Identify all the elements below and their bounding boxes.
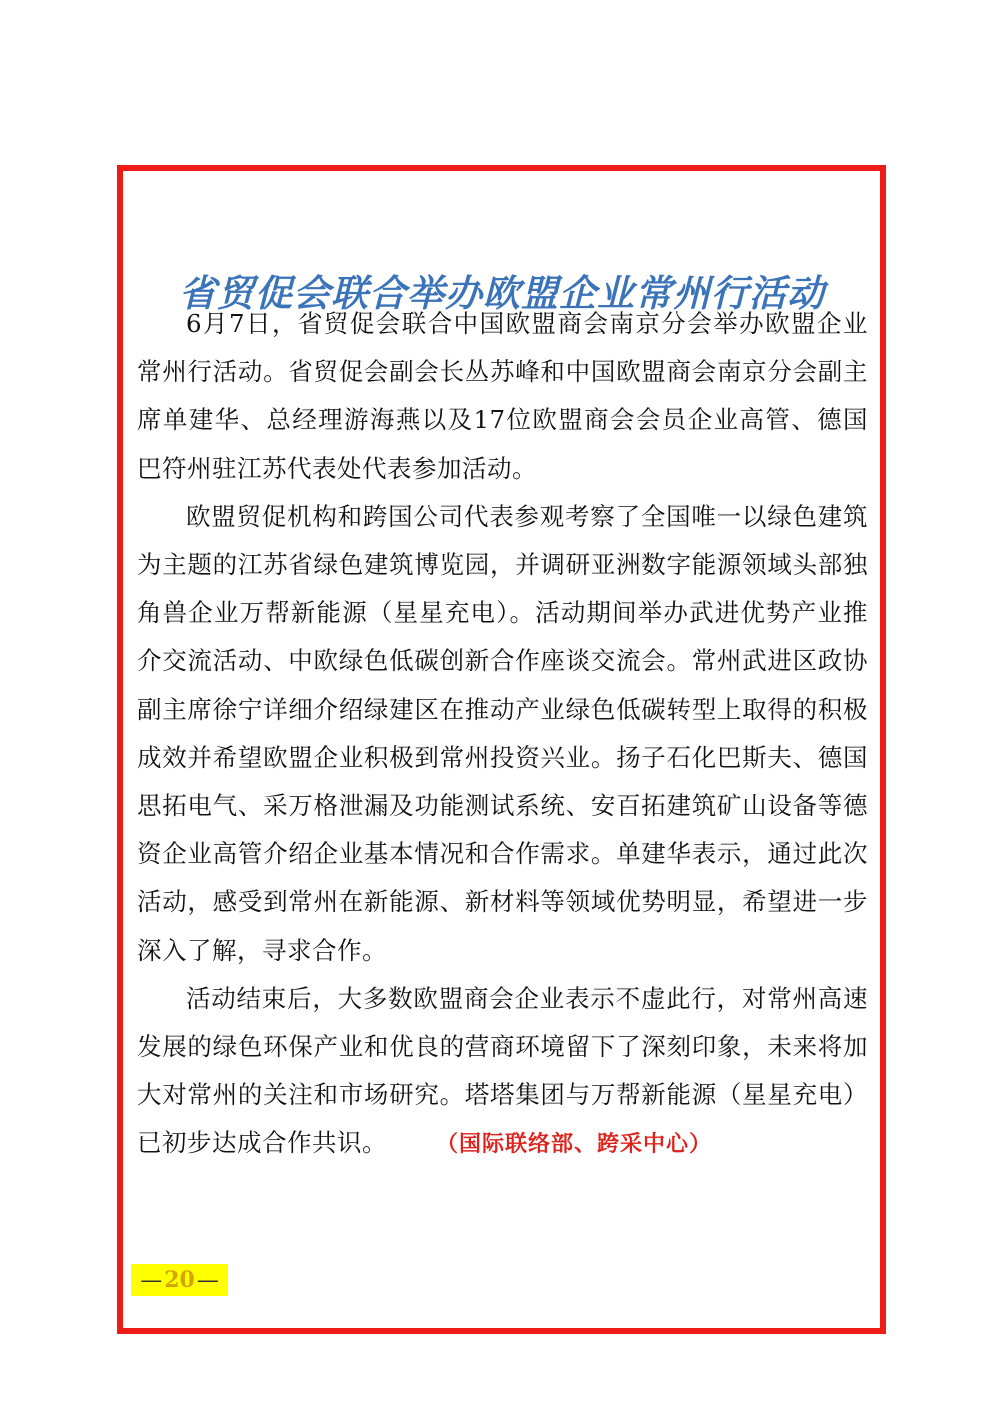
article-paragraph-2: 欧盟贸促机构和跨国公司代表参观考察了全国唯一以绿色建筑为主题的江苏省绿色建筑博览园，并调研亚洲数字能源领域头部独角兽企业万帮新能源（星星充电）。活动期间举办武进优势产业推介交流活动、中欧绿色低碳创新合作座谈交流会。常州武进区政协副主席徐宁详细介绍绿建区在推动产业绿色低碳转型上取得的积极成效并希望欧盟企业积极到常州投资兴业。扬子石化巴斯夫、德国思拓电气、采万格泄漏及功能测试系统、安百拓建筑矿山设备等德资企业高管介绍企业基本情况和合作需求。单建华表示，通过此次活动，感受到常州在新能源、新材料等领域优势明显，希望进一步深入了解，寻求合作。 <box>137 501 868 965</box>
page-number-dash-right: — <box>196 1267 219 1293</box>
article-paragraph-3 <box>137 975 868 1170</box>
article-source: （国际联络部、跨采中心） <box>447 1132 713 1158</box>
article-paragraph-1: 6月7日，省贸促会联合中国欧盟商会南京分会举办欧盟企业常州行活动。省贸促会副会长丛苏峰和中国欧盟商会南京分会副主席单建华、总经理游海燕以及17位欧盟商会会员企业高管、德国巴符州驻江苏代表处代表参加活动。 <box>137 309 868 483</box>
page-number-badge <box>131 1264 228 1296</box>
article-paragraph-3-text: 活动结束后，大多数欧盟商会企业表示不虚此行，对常州高速发展的绿色环保产业和优良的营商环境留下了深刻印象，未来将加大对常州的关注和市场研究。塔塔集团与万帮新能源（星星充电）已初步达成合作共识。 <box>137 983 868 1158</box>
page-number: 20 <box>164 1267 195 1293</box>
article-title: 省贸促会联合举办欧盟企业常州行活动 <box>179 271 825 315</box>
page-number-dash-left: — <box>140 1267 163 1293</box>
article-body <box>137 300 868 1170</box>
